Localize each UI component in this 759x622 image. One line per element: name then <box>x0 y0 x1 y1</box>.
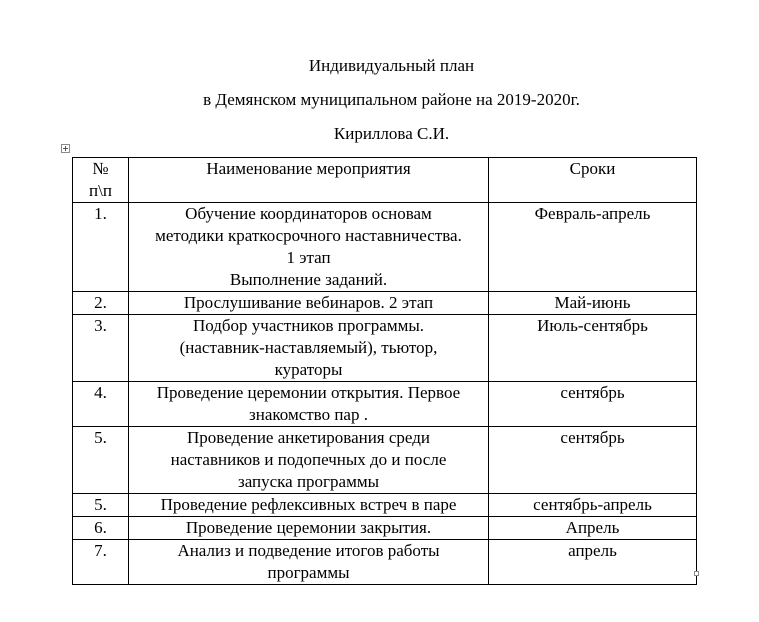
row-term: Апрель <box>489 517 697 540</box>
plan-author: Кириллова С.И. <box>333 124 450 143</box>
row-event <box>129 494 489 517</box>
event-line: программы <box>267 563 350 582</box>
event-line: запуска программы <box>237 472 380 491</box>
table-row <box>73 292 697 315</box>
table-resize-handle[interactable] <box>694 571 699 576</box>
row-term: Июль-сентябрь <box>489 315 697 382</box>
row-number: 4. <box>73 382 129 427</box>
plan-subtitle: в Демянском муниципальном районе на 2019-2020г. <box>203 90 580 109</box>
event-line: Проведение церемонии открытия. Первое <box>156 383 461 402</box>
event-line: наставников и подопечных до и после <box>170 450 447 469</box>
row-event <box>129 382 489 427</box>
row-term: сентябрь <box>489 427 697 494</box>
event-line: (наставник-наставляемый), тьютор, <box>179 338 438 357</box>
row-number: 3. <box>73 315 129 382</box>
row-term: Май-июнь <box>489 292 697 315</box>
row-number: 1. <box>73 203 129 292</box>
row-number: 5. <box>73 427 129 494</box>
table-row <box>73 517 697 540</box>
table-row <box>73 540 697 585</box>
table-row <box>73 494 697 517</box>
event-line: знакомство пар . <box>249 405 368 424</box>
row-number: 5. <box>73 494 129 517</box>
event-line: кураторы <box>274 360 343 379</box>
column-header-term: Сроки <box>489 158 697 203</box>
table-row <box>73 203 697 292</box>
event-line: Проведение церемонии закрытия. <box>185 518 432 537</box>
row-event <box>129 292 489 315</box>
event-line: методики краткосрочного наставничества. <box>155 226 462 245</box>
table-row <box>73 315 697 382</box>
row-number: 6. <box>73 517 129 540</box>
table-row <box>73 382 697 427</box>
plan-title: Индивидуальный план <box>308 56 475 75</box>
row-term: Февраль-апрель <box>489 203 697 292</box>
table-row <box>73 427 697 494</box>
row-event <box>129 203 489 292</box>
event-line: Подбор участников программы. <box>192 316 425 335</box>
row-event <box>129 517 489 540</box>
column-header-number: № п\п <box>73 158 129 203</box>
row-term: апрель <box>489 540 697 585</box>
row-event <box>129 315 489 382</box>
event-line: Выполнение заданий. <box>229 270 388 289</box>
row-number: 2. <box>73 292 129 315</box>
table-move-handle-icon[interactable] <box>61 144 70 153</box>
row-event <box>129 427 489 494</box>
event-line: Прослушивание вебинаров. 2 этап <box>183 293 434 312</box>
row-event <box>129 540 489 585</box>
plan-table <box>72 157 697 585</box>
row-number: 7. <box>73 540 129 585</box>
event-line: Проведение рефлексивных встреч в паре <box>160 495 457 514</box>
column-header-event: Наименование мероприятия <box>129 158 489 203</box>
table-header-row <box>73 158 697 203</box>
event-line: Обучение координаторов основам <box>185 204 432 223</box>
event-line: Проведение анкетирования среди <box>187 428 430 447</box>
row-term: сентябрь <box>489 382 697 427</box>
row-term: сентябрь-апрель <box>489 494 697 517</box>
event-line: Анализ и подведение итогов работы <box>177 541 440 560</box>
event-line: 1 этап <box>286 248 331 267</box>
